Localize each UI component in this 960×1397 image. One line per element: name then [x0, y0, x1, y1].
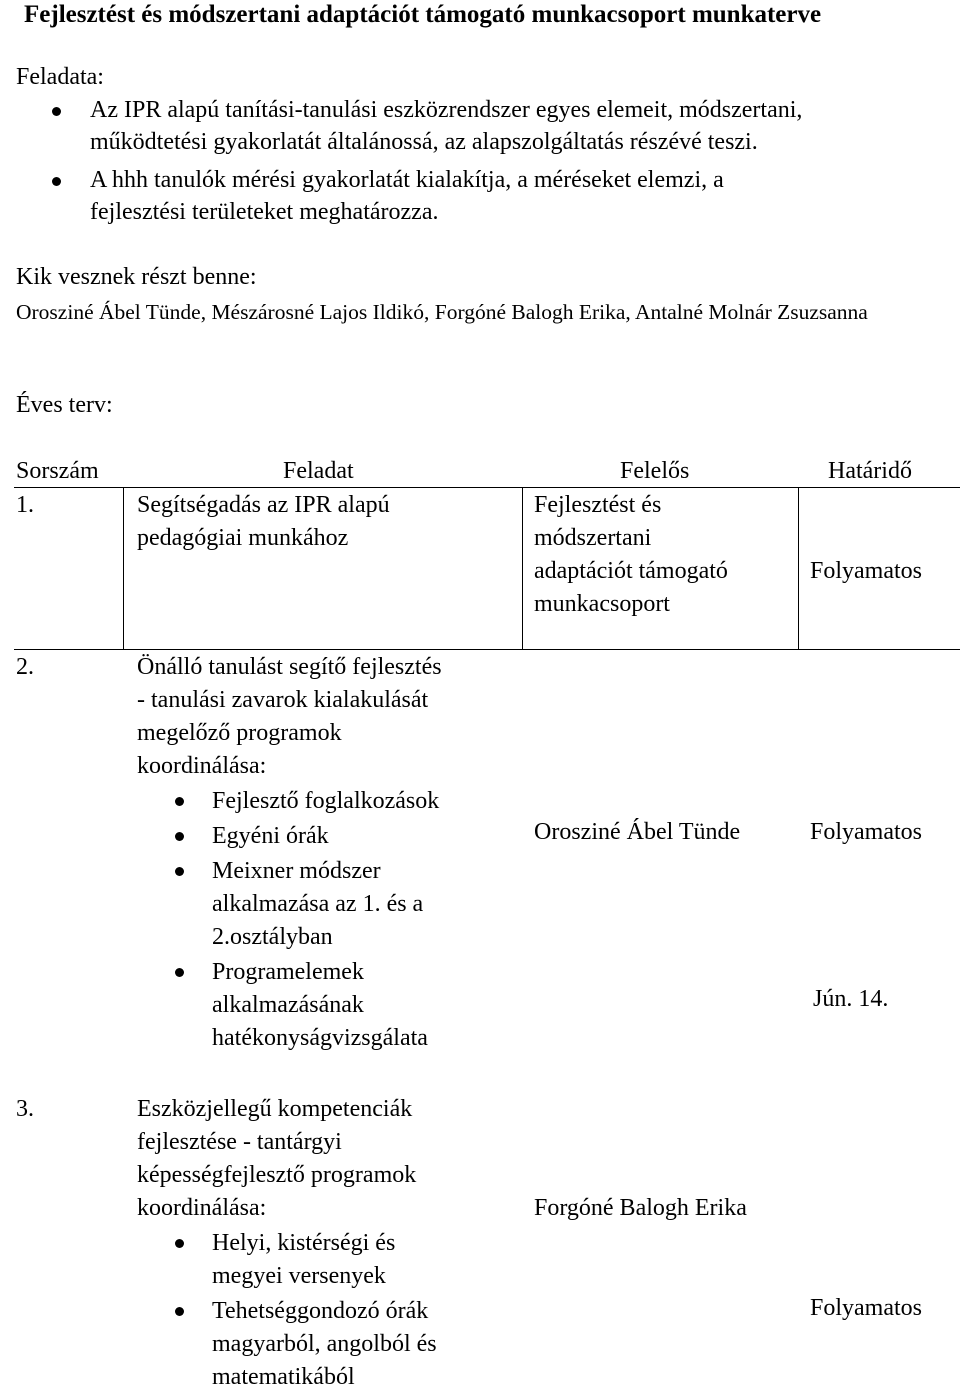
row2-deadline-ongoing: Folyamatos [810, 819, 922, 845]
table-row-rule [14, 649, 960, 650]
header-responsible: Felelős [620, 458, 690, 484]
subtask-line: Meixner módszer [212, 858, 381, 884]
page-title: Fejlesztést és módszertani adaptációt támogató munkacsoport munkaterve [24, 1, 822, 28]
subtask-item [137, 820, 517, 853]
row3-deadline: Folyamatos [810, 1295, 922, 1321]
bullet-icon [175, 797, 184, 806]
subtask-line: Tehetséggondozó órák [212, 1298, 429, 1324]
responsible-line: adaptációt támogató [534, 558, 728, 584]
subtask-item [137, 785, 517, 818]
bullet-icon [175, 867, 184, 876]
subtask-item [137, 1295, 517, 1394]
responsible-line: módszertani [534, 525, 652, 551]
task-list [0, 94, 960, 234]
row2-number: 2. [16, 654, 34, 680]
table-column-rule [522, 487, 523, 649]
subtask-line: Programelemek [212, 959, 364, 985]
header-task: Feladat [283, 458, 354, 484]
task-item [0, 164, 960, 228]
participants-text: Orosziné Ábel Tünde, Mészárosné Lajos Ildikó, Forgóné Balogh Erika, Antalné Molnár Zsuzsanna [16, 300, 868, 324]
header-number: Sorszám [16, 458, 99, 484]
bullet-icon [175, 1307, 184, 1316]
row1-task [137, 489, 517, 555]
subtask-item [137, 855, 517, 954]
task-line: megelőző programok [137, 720, 342, 746]
subtask-line: Helyi, kistérségi és [212, 1230, 396, 1256]
subtask-line: megyei versenyek [212, 1263, 386, 1289]
bullet-icon [52, 107, 61, 116]
header-deadline: Határidő [828, 458, 912, 484]
bullet-icon [175, 968, 184, 977]
task-line: Az IPR alapú tanítási-tanulási eszközrendszer egyes elemeit, módszertani, [90, 97, 803, 123]
subtask-item [137, 1227, 517, 1293]
subtask-line: 2.osztályban [212, 924, 333, 950]
task-line: - tanulási zavarok kialakulását [137, 687, 429, 713]
row1-responsible [534, 489, 794, 621]
table-header-rule [14, 487, 960, 488]
task-line: Önálló tanulást segítő fejlesztés [137, 654, 442, 680]
participants-heading: Kik vesznek részt benne: [16, 264, 257, 290]
subtask-line: matematikából [212, 1364, 355, 1390]
row3-task [137, 1093, 517, 1394]
task-heading: Feladata: [16, 64, 104, 90]
bullet-icon [52, 177, 61, 186]
table-column-rule [798, 487, 799, 649]
responsible-line: Fejlesztést és [534, 492, 662, 518]
subtask-item [137, 956, 517, 1055]
table-column-rule [123, 487, 124, 649]
subtask-line: alkalmazása az 1. és a [212, 891, 424, 917]
task-line: koordinálása: [137, 753, 267, 779]
task-line: koordinálása: [137, 1195, 267, 1221]
task-line: fejlesztési területeket meghatározza. [90, 199, 439, 225]
responsible-line: munkacsoport [534, 591, 670, 617]
bullet-icon [175, 832, 184, 841]
task-line: Eszközjellegű kompetenciák [137, 1096, 413, 1122]
task-line: működtetési gyakorlatát általánossá, az alapszolgáltatás részévé teszi. [90, 129, 758, 155]
row3-number: 3. [16, 1096, 34, 1122]
subtask-line: magyarból, angolból és [212, 1331, 437, 1357]
task-line: A hhh tanulók mérési gyakorlatát kialakítja, a méréseket elemzi, a [90, 167, 724, 193]
subtask-line: Fejlesztő foglalkozások [212, 788, 440, 814]
row3-responsible: Forgóné Balogh Erika [534, 1195, 747, 1221]
task-line: pedagógiai munkához [137, 525, 349, 551]
row1-number: 1. [16, 492, 34, 518]
task-item [0, 94, 960, 158]
subtask-line: Egyéni órák [212, 823, 329, 849]
row2-deadline-date: Jún. 14. [813, 986, 889, 1012]
row2-responsible: Orosziné Ábel Tünde [534, 819, 741, 845]
row2-task [137, 651, 517, 1055]
task-line: fejlesztése - tantárgyi [137, 1129, 342, 1155]
task-line: képességfejlesztő programok [137, 1162, 417, 1188]
task-line: Segítségadás az IPR alapú [137, 492, 390, 518]
plan-heading: Éves terv: [16, 392, 113, 418]
subtask-line: hatékonyságvizsgálata [212, 1025, 428, 1051]
subtask-line: alkalmazásának [212, 992, 364, 1018]
bullet-icon [175, 1239, 184, 1248]
row1-deadline: Folyamatos [810, 558, 922, 584]
